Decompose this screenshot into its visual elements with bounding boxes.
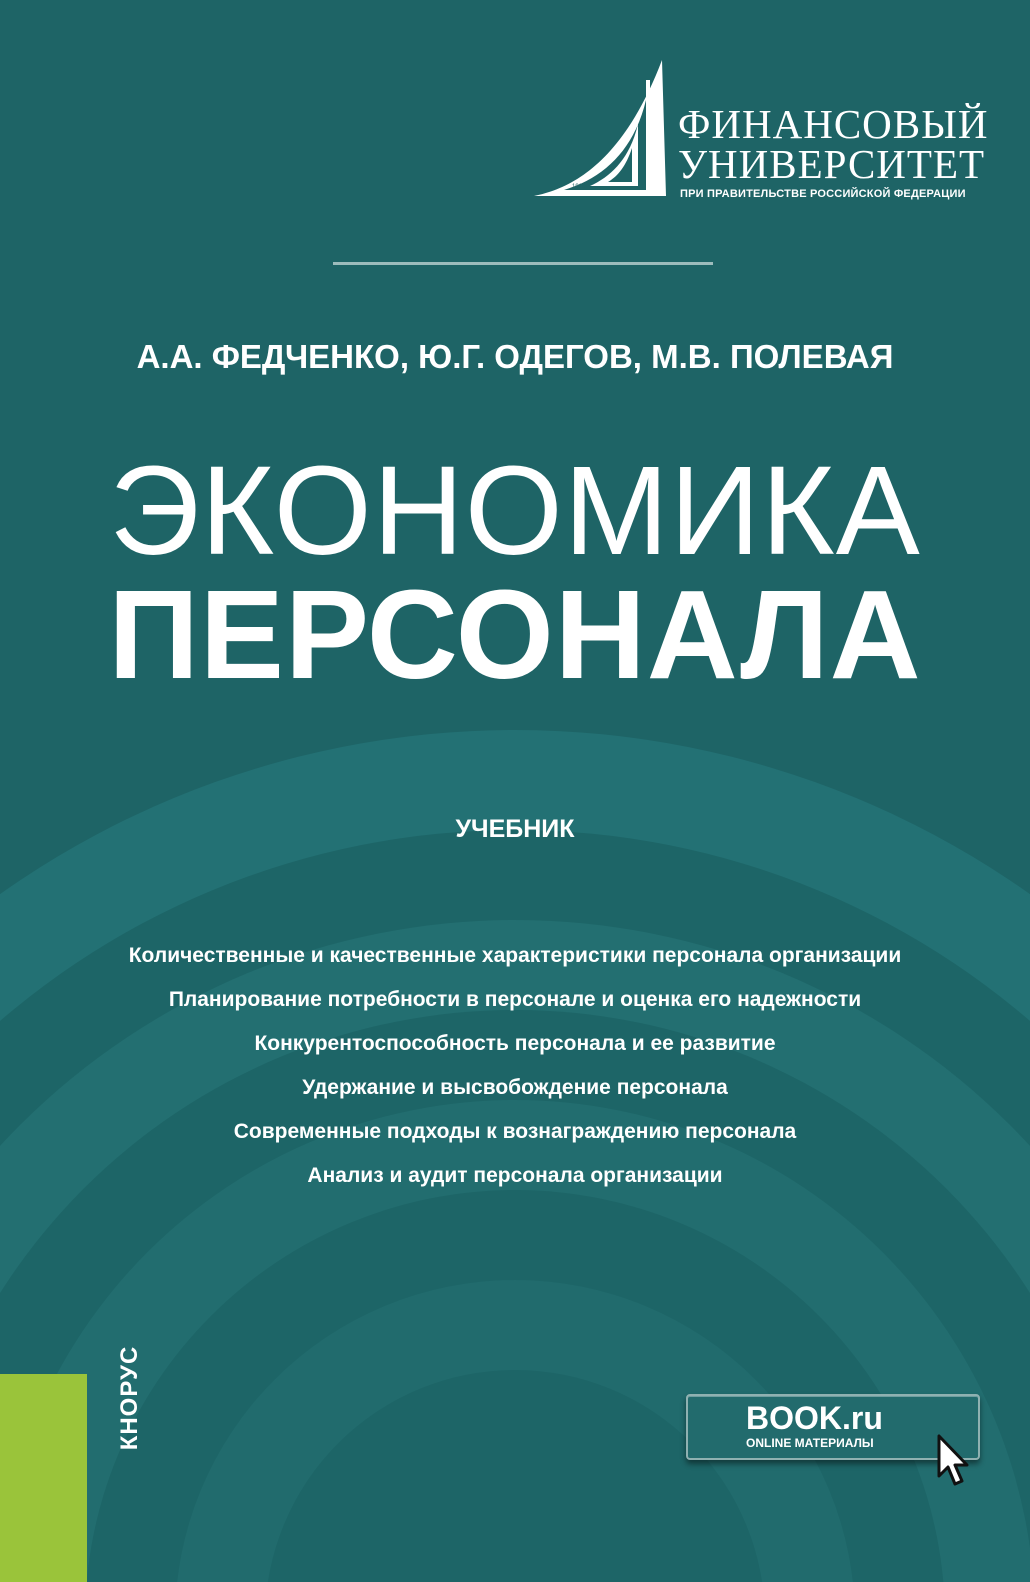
topic-item: Анализ и аудит персонала организации	[307, 1164, 723, 1187]
logo-text-line2: УНИВЕРСИТЕТ	[678, 141, 986, 187]
book-ru-subtitle: ONLINE МАТЕРИАЛЫ	[746, 1436, 874, 1450]
title-line1: ЭКОНОМИКА	[109, 440, 921, 581]
topic-item: Удержание и высвобождение персонала	[302, 1076, 728, 1099]
cursor-arrow-icon	[936, 1434, 970, 1488]
divider	[333, 262, 713, 265]
logo-text-line3: ПРИ ПРАВИТЕЛЬСТВЕ РОССИЙСКОЙ ФЕДЕРАЦИИ	[680, 188, 966, 200]
topic-item: Современные подходы к вознаграждению персонала	[233, 1120, 797, 1143]
book-ru-label: BOOK.ru	[746, 1400, 883, 1436]
financial-university-logo	[534, 60, 989, 210]
green-accent-bar	[0, 1374, 87, 1582]
authors: А.А. ФЕДЧЕНКО, Ю.Г. ОДЕГОВ, М.В. ПОЛЕВАЯ	[136, 338, 894, 375]
topics-list	[0, 942, 1030, 1206]
sail-icon	[534, 60, 674, 200]
publisher-knorus: КНОРУС	[116, 1345, 143, 1451]
title-line2: ПЕРСОНАЛА	[108, 564, 922, 705]
logo-text-line1: ФИНАНСОВЫЙ	[678, 101, 989, 147]
topic-item: Количественные и качественные характеристики персонала организации	[128, 944, 902, 967]
topic-item: Планирование потребности в персонале и оценка его надежности	[168, 988, 862, 1011]
document-type: УЧЕБНИК	[455, 815, 575, 843]
topic-item: Конкурентоспособность персонала и ее развитие	[254, 1032, 776, 1055]
logo-year: 1919	[572, 184, 586, 190]
